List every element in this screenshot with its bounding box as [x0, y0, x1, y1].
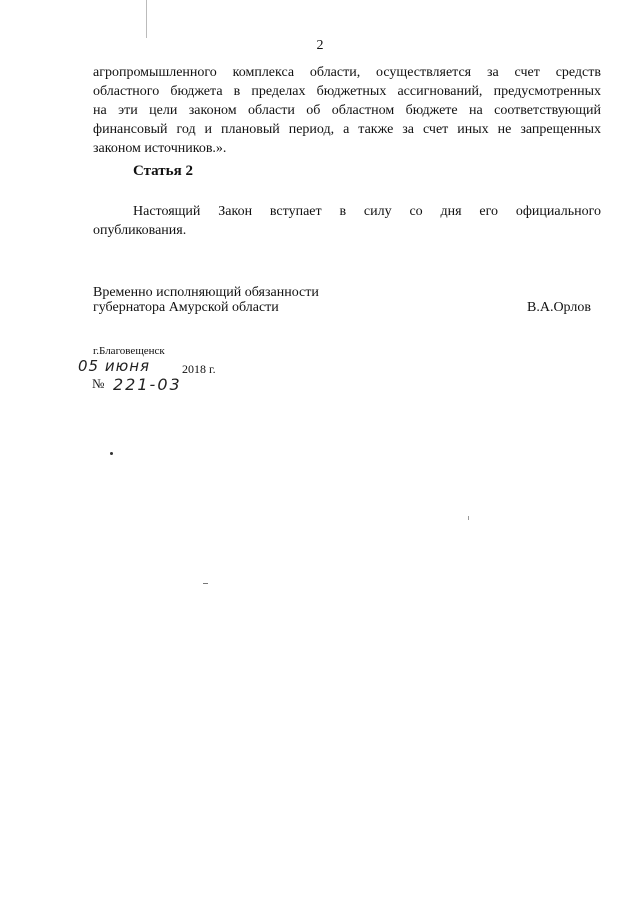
scan-speck — [468, 516, 469, 520]
scan-speck — [110, 452, 113, 455]
paragraph-line: агропромышленного комплекса области, осуществляется за счет средств — [93, 65, 601, 80]
article-heading: Статья 2 — [133, 163, 193, 179]
paragraph-2 — [93, 202, 601, 240]
number-label: № — [92, 376, 105, 391]
paragraph-1 — [93, 63, 601, 158]
signatory-name: В.А.Орлов — [527, 300, 591, 315]
date-year: 2018 г. — [182, 362, 216, 376]
paragraph-line: Настоящий Закон вступает в силу со дня его официального — [133, 204, 601, 219]
signatory-position-line: губернатора Амурской области — [93, 300, 279, 315]
signatory-position — [93, 285, 319, 315]
handwritten-date: 05 июня — [78, 357, 151, 375]
paragraph-line: законом источников.». — [93, 141, 227, 156]
signatory-position-line: Временно исполняющий обязанности — [93, 285, 319, 300]
paragraph-line: опубликования. — [93, 223, 187, 238]
paragraph-line: областного бюджета в пределах бюджетных ассигнований, предусмотренных — [93, 84, 601, 99]
paragraph-line: финансовый год и плановый период, а также за счет иных не запрещенных — [93, 122, 601, 137]
handwritten-number: 221-03 — [113, 375, 182, 394]
scan-speck — [203, 583, 208, 584]
place-of-signing: г.Благовещенск — [93, 345, 165, 357]
scan-artifact — [146, 0, 147, 38]
paragraph-line: на эти цели законом области об областном бюджете на соответствующий — [93, 103, 601, 118]
page-number: 2 — [316, 38, 324, 53]
